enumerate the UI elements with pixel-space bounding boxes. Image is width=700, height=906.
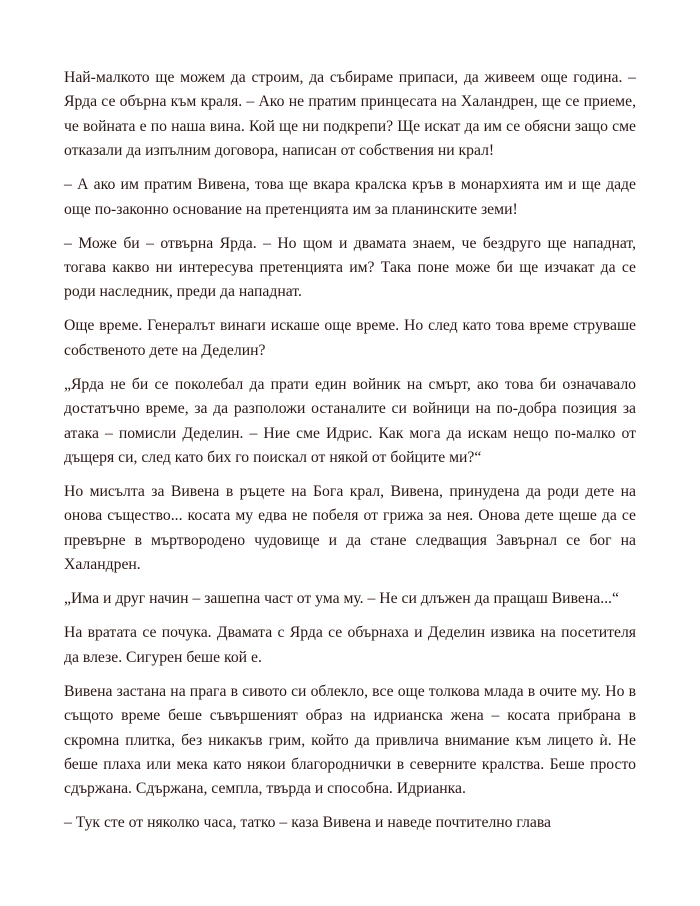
paragraph-3: – Може би – отвърна Ярда. – Но щом и двамата знаем, че бездруго ще нападнат, тогава какво ни интересува претенцията им? Така поне може би ще изчакат да се роди наследник, преди да нападнат.: [64, 234, 636, 301]
paragraph-6: Но мисълта за Вивена в ръцете на Бога крал, Вивена, принудена да роди дете на онова същество... косата му едва не побеля от грижа за нея. Онова дете щеше да се превърне в мъртвородено чудовище и да стане следващия Завърнал се бог на Халандрен.: [64, 483, 636, 574]
paragraph-1: Най-малкото ще можем да строим, да събираме припаси, да живеем още година. – Ярда се обърна към краля. – Ако не пратим принцесата на Халандрен, ще се приеме, че войната е по наша вина. Кой ще ни подкрепи? Ще искат да им се обясни защо сме отказали да изпълним договора, написан от собствения ни крал!: [64, 69, 636, 160]
paragraph-5: „Ярда не би се поколебал да прати един войник на смърт, ако това би означавало достатъчно време, за да разположи останалите си войници на по-добра позиция за атака – помисли Деделин. – Ние сме Идрис. Как мога да искам нещо по-малко от дъщеря си, след като бих го поискал от някой от бойците ми?“: [64, 375, 636, 467]
paragraph-7: „Има и друг начин – зашепна част от ума му. – Не си длъжен да пращаш Вивена...“: [64, 590, 619, 608]
paragraph-8: На вратата се почука. Двамата с Ярда се обърнаха и Деделин извика на посетителя да влезе. Сигурен беше кой е.: [64, 624, 636, 666]
paragraph-10: – Тук сте от няколко часа, татко – каза Вивена и наведе почтително глава: [64, 814, 552, 832]
paragraph-4: Още време. Генералът винаги искаше още време. Но след като това време струваше собственото дете на Деделин?: [64, 317, 636, 359]
paragraph-2: – А ако им пратим Вивена, това ще вкара кралска кръв в монархията им и ще даде още по-законно основание на претенцията им за планинските земи!: [64, 176, 636, 218]
book-page: [64, 66, 636, 845]
paragraph-9: Вивена застана на прага в сивото си облекло, все още толкова млада в очите му. Но в същото време беше съвършеният образ на идрианска жена – косата прибрана в скромна плитка, без никакъв грим, който да привлича внимание към лицето ѝ. Не беше плаха или мека като някои благороднички в северните кралства. Беше просто сдържана. Сдържана, семпла, твърда и способна. Идрианка.: [64, 682, 636, 798]
